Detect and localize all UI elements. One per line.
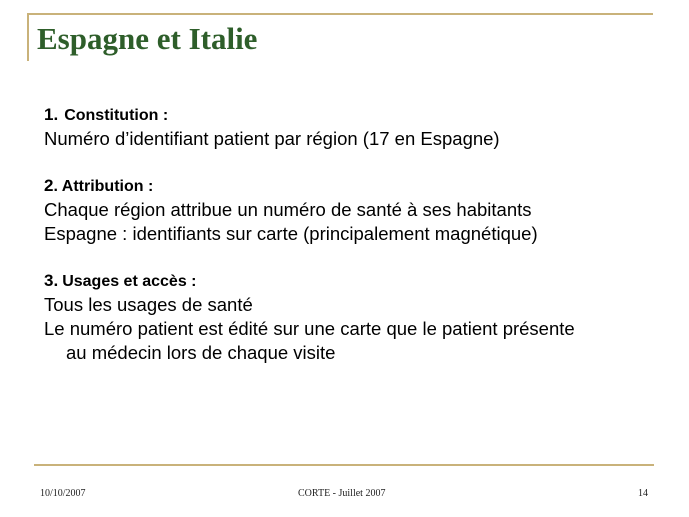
section-constitution: [44, 104, 664, 151]
section-heading: [44, 104, 664, 127]
section-number: 2: [44, 176, 54, 195]
section-title: . Attribution :: [53, 178, 154, 195]
footer-page-number: 14: [638, 488, 648, 499]
footer-event: CORTE - Juillet 2007: [298, 488, 386, 499]
section-line: Numéro d’identifiant patient par région (17 en Espagne): [44, 128, 500, 149]
section-attribution: [44, 175, 664, 246]
title-frame-top-rule: [27, 13, 653, 15]
section-heading: [44, 175, 664, 198]
slide-content: [44, 104, 664, 389]
section-number: 1.: [44, 105, 59, 124]
section-line: Chaque région attribue un numéro de santé à ses habitants: [44, 199, 532, 220]
section-line: Tous les usages de santé: [44, 294, 253, 315]
title-frame-left-rule: [27, 13, 29, 61]
section-number: 3.: [44, 271, 59, 290]
footer-rule: [34, 464, 654, 466]
section-line: Espagne : identifiants sur carte (principalement magnétique): [44, 223, 538, 244]
section-title: Constitution :: [64, 107, 169, 124]
section-heading: [44, 270, 664, 293]
section-line: Le numéro patient est édité sur une carte que le patient présente: [44, 318, 575, 339]
section-line-continued: au médecin lors de chaque visite: [66, 342, 336, 363]
slide-title: Espagne et Italie: [37, 21, 258, 56]
section-title: Usages et accès :: [62, 273, 197, 290]
footer-date: 10/10/2007: [40, 488, 86, 499]
section-usages: [44, 270, 664, 365]
